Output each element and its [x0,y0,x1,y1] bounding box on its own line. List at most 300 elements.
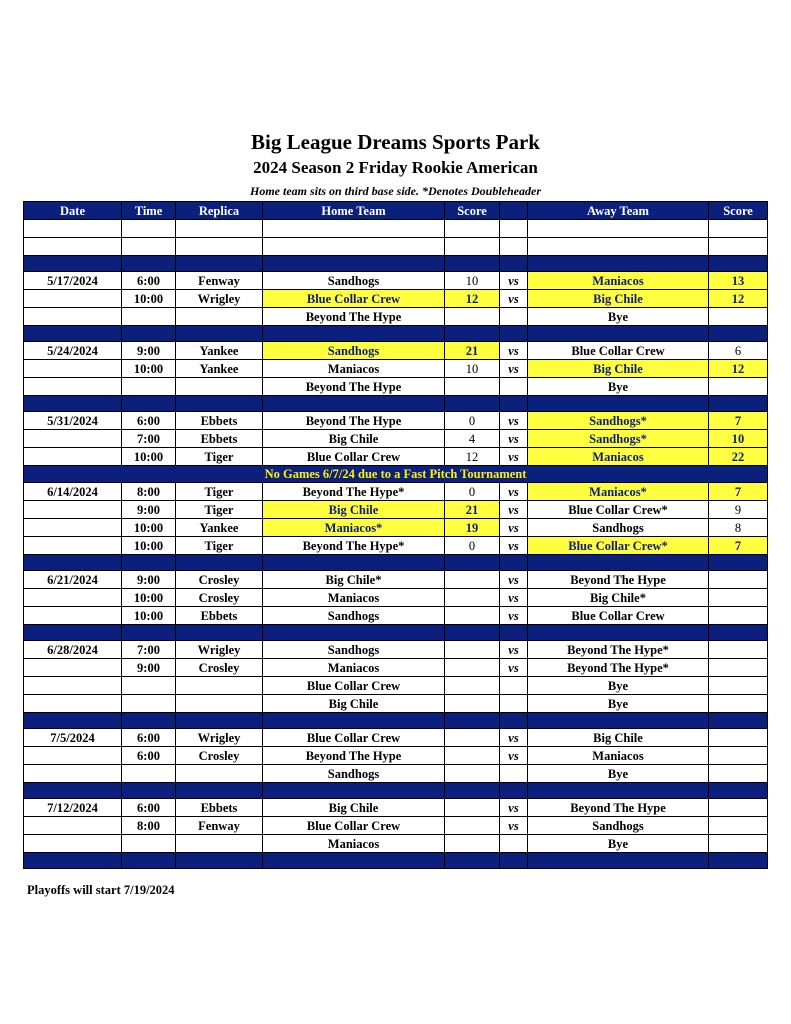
separator-cell [263,326,445,342]
separator-cell [122,853,176,869]
empty-cell [24,238,122,256]
separator-cell [263,853,445,869]
time-cell: 6:00 [122,729,176,747]
vs-cell: vs [500,659,528,677]
empty-cell [500,220,528,238]
game-row [24,519,768,537]
game-row [24,659,768,677]
game-row [24,360,768,378]
home-team-cell: Beyond The Hype* [263,537,445,555]
game-row [24,290,768,308]
home-team-cell: Maniacos* [263,519,445,537]
separator-cell [24,396,122,412]
home-score-cell: 10 [445,360,500,378]
replica-cell: Fenway [176,272,263,290]
vs-cell [500,378,528,396]
separator-cell [528,853,709,869]
home-team-cell: Beyond The Hype [263,747,445,765]
separator-cell [24,713,122,729]
home-team-cell: Blue Collar Crew [263,448,445,466]
away-score-cell: 7 [709,483,768,501]
separator-cell [445,853,500,869]
vs-cell [500,677,528,695]
separator-cell [528,713,709,729]
blank-row [24,238,768,256]
away-team-cell: Bye [528,308,709,326]
week-separator-row [24,625,768,641]
separator-cell [122,555,176,571]
week-separator-row [24,713,768,729]
home-team-cell: Big Chile* [263,571,445,589]
date-cell [24,695,122,713]
week-separator-row [24,396,768,412]
separator-cell [122,713,176,729]
empty-cell [445,238,500,256]
separator-cell [24,853,122,869]
separator-cell [445,783,500,799]
separator-cell [528,625,709,641]
week-separator-row [24,853,768,869]
home-team-cell: Sandhogs [263,272,445,290]
col-header-vs [500,202,528,220]
home-team-cell: Sandhogs [263,342,445,360]
replica-cell: Ebbets [176,799,263,817]
week-separator-row [24,783,768,799]
date-cell [24,360,122,378]
separator-cell [263,783,445,799]
game-row [24,430,768,448]
week-separator-row [24,326,768,342]
vs-cell: vs [500,501,528,519]
vs-cell: vs [500,589,528,607]
home-score-cell: 12 [445,290,500,308]
date-cell [24,677,122,695]
separator-cell [709,853,768,869]
replica-cell: Tiger [176,537,263,555]
vs-cell: vs [500,519,528,537]
away-team-cell: Bye [528,835,709,853]
empty-cell [709,220,768,238]
time-cell: 7:00 [122,430,176,448]
away-score-cell [709,308,768,326]
home-team-cell: Maniacos [263,589,445,607]
away-team-cell: Sandhogs [528,519,709,537]
game-row [24,483,768,501]
time-cell: 6:00 [122,272,176,290]
separator-cell [122,326,176,342]
home-score-cell [445,659,500,677]
away-score-cell [709,571,768,589]
away-score-cell: 13 [709,272,768,290]
away-team-cell: Beyond The Hype [528,799,709,817]
vs-cell: vs [500,607,528,625]
game-row [24,817,768,835]
empty-cell [500,238,528,256]
vs-cell [500,308,528,326]
away-score-cell: 9 [709,501,768,519]
date-cell: 5/24/2024 [24,342,122,360]
date-cell [24,659,122,677]
time-cell: 10:00 [122,607,176,625]
away-score-cell: 7 [709,537,768,555]
time-cell: 10:00 [122,519,176,537]
time-cell [122,308,176,326]
away-score-cell [709,729,768,747]
vs-cell: vs [500,448,528,466]
game-row [24,729,768,747]
game-row [24,571,768,589]
home-score-cell: 12 [445,448,500,466]
date-cell [24,817,122,835]
replica-cell [176,308,263,326]
game-row [24,537,768,555]
game-row [24,747,768,765]
replica-cell: Fenway [176,817,263,835]
date-cell [24,765,122,783]
game-row [24,448,768,466]
home-score-cell: 0 [445,537,500,555]
time-cell [122,677,176,695]
replica-cell: Yankee [176,342,263,360]
home-team-cell: Beyond The Hype [263,412,445,430]
away-team-cell: Maniacos [528,448,709,466]
empty-cell [263,238,445,256]
date-cell: 5/17/2024 [24,272,122,290]
home-score-cell [445,677,500,695]
separator-cell [528,256,709,272]
date-cell [24,430,122,448]
replica-cell: Wrigley [176,729,263,747]
vs-cell [500,695,528,713]
date-cell [24,835,122,853]
col-header-time: Time [122,202,176,220]
vs-cell: vs [500,571,528,589]
date-cell [24,519,122,537]
date-cell: 6/28/2024 [24,641,122,659]
separator-cell [176,713,263,729]
vs-cell: vs [500,729,528,747]
home-score-cell [445,607,500,625]
separator-cell [24,256,122,272]
empty-cell [122,238,176,256]
separator-cell [528,326,709,342]
vs-cell: vs [500,272,528,290]
date-cell [24,448,122,466]
away-team-cell: Bye [528,378,709,396]
time-cell [122,695,176,713]
away-team-cell: Bye [528,765,709,783]
home-score-cell [445,378,500,396]
separator-cell [263,713,445,729]
separator-cell [176,256,263,272]
separator-cell [709,256,768,272]
vs-cell: vs [500,747,528,765]
week-separator-row [24,555,768,571]
separator-cell [528,396,709,412]
away-team-cell: Big Chile [528,729,709,747]
empty-cell [528,220,709,238]
home-score-cell [445,695,500,713]
away-team-cell: Big Chile [528,290,709,308]
time-cell: 6:00 [122,799,176,817]
time-cell: 10:00 [122,589,176,607]
home-score-cell [445,765,500,783]
game-row [24,677,768,695]
replica-cell [176,677,263,695]
time-cell: 10:00 [122,290,176,308]
home-team-cell: Sandhogs [263,641,445,659]
away-team-cell: Blue Collar Crew [528,607,709,625]
separator-cell [24,625,122,641]
replica-cell: Crosley [176,747,263,765]
empty-cell [263,220,445,238]
game-row [24,695,768,713]
notice-row [24,466,768,483]
away-score-cell [709,378,768,396]
home-score-cell: 10 [445,272,500,290]
replica-cell [176,378,263,396]
col-header-away-team: Away Team [528,202,709,220]
date-cell: 7/5/2024 [24,729,122,747]
away-team-cell: Bye [528,677,709,695]
away-team-cell: Big Chile [528,360,709,378]
home-score-cell [445,571,500,589]
home-score-cell [445,817,500,835]
home-score-cell: 19 [445,519,500,537]
home-score-cell: 21 [445,501,500,519]
away-team-cell: Sandhogs* [528,412,709,430]
date-cell [24,747,122,765]
replica-cell [176,835,263,853]
away-team-cell: Sandhogs [528,817,709,835]
separator-cell [500,625,528,641]
separator-cell [176,625,263,641]
vs-cell: vs [500,641,528,659]
separator-cell [24,555,122,571]
away-score-cell [709,677,768,695]
time-cell: 10:00 [122,537,176,555]
date-cell [24,308,122,326]
date-cell [24,290,122,308]
separator-cell [445,555,500,571]
separator-cell [500,555,528,571]
col-header-home-score: Score [445,202,500,220]
separator-cell [709,396,768,412]
time-cell: 9:00 [122,571,176,589]
col-header-home-team: Home Team [263,202,445,220]
replica-cell: Crosley [176,589,263,607]
time-cell: 7:00 [122,641,176,659]
home-team-cell: Blue Collar Crew [263,290,445,308]
home-score-cell [445,747,500,765]
home-team-cell: Big Chile [263,430,445,448]
away-score-cell [709,817,768,835]
replica-cell: Crosley [176,571,263,589]
separator-cell [528,783,709,799]
away-score-cell [709,641,768,659]
page-title: Big League Dreams Sports Park [251,130,540,154]
separator-cell [122,625,176,641]
home-team-cell: Beyond The Hype* [263,483,445,501]
date-cell [24,501,122,519]
home-team-cell: Blue Collar Crew [263,729,445,747]
replica-cell: Tiger [176,448,263,466]
time-cell [122,378,176,396]
separator-cell [709,555,768,571]
replica-cell [176,695,263,713]
away-team-cell: Beyond The Hype* [528,641,709,659]
away-score-cell [709,659,768,677]
away-team-cell: Big Chile* [528,589,709,607]
away-score-cell: 7 [709,412,768,430]
separator-cell [709,326,768,342]
away-team-cell: Blue Collar Crew [528,342,709,360]
empty-cell [176,220,263,238]
vs-cell: vs [500,817,528,835]
away-team-cell: Maniacos [528,747,709,765]
home-team-cell: Big Chile [263,799,445,817]
away-score-cell [709,835,768,853]
col-header-replica: Replica [176,202,263,220]
away-score-cell: 12 [709,290,768,308]
home-team-cell: Beyond The Hype [263,378,445,396]
empty-cell [122,220,176,238]
away-score-cell [709,589,768,607]
separator-cell [500,326,528,342]
replica-cell: Tiger [176,501,263,519]
separator-cell [445,256,500,272]
home-team-cell: Maniacos [263,659,445,677]
game-row [24,308,768,326]
home-score-cell [445,729,500,747]
separator-cell [176,396,263,412]
separator-cell [24,783,122,799]
separator-cell [176,326,263,342]
separator-cell [500,256,528,272]
home-score-cell: 0 [445,483,500,501]
game-row [24,342,768,360]
home-score-cell: 0 [445,412,500,430]
date-cell: 6/14/2024 [24,483,122,501]
empty-cell [445,220,500,238]
replica-cell [176,765,263,783]
page-subtitle: 2024 Season 2 Friday Rookie American [253,158,538,177]
date-cell: 6/21/2024 [24,571,122,589]
vs-cell: vs [500,483,528,501]
separator-cell [263,625,445,641]
home-team-cell: Sandhogs [263,607,445,625]
vs-cell: vs [500,290,528,308]
away-score-cell [709,695,768,713]
home-score-cell [445,308,500,326]
game-row [24,799,768,817]
vs-cell [500,835,528,853]
game-row [24,641,768,659]
home-team-cell: Big Chile [263,501,445,519]
away-score-cell: 6 [709,342,768,360]
home-score-cell [445,589,500,607]
separator-cell [709,625,768,641]
time-cell: 9:00 [122,342,176,360]
vs-cell: vs [500,342,528,360]
time-cell: 8:00 [122,817,176,835]
home-score-cell [445,835,500,853]
schedule-table [23,201,768,869]
separator-cell [500,853,528,869]
vs-cell: vs [500,412,528,430]
away-score-cell: 10 [709,430,768,448]
replica-cell: Ebbets [176,430,263,448]
separator-cell [122,256,176,272]
week-separator-row [24,256,768,272]
vs-cell: vs [500,537,528,555]
separator-cell [263,256,445,272]
away-team-cell: Bye [528,695,709,713]
replica-cell: Yankee [176,360,263,378]
game-row [24,765,768,783]
schedule-body [24,220,768,869]
separator-cell [709,713,768,729]
replica-cell: Ebbets [176,412,263,430]
empty-cell [528,238,709,256]
game-row [24,589,768,607]
blank-row [24,220,768,238]
home-score-cell: 4 [445,430,500,448]
separator-cell [122,783,176,799]
separator-cell [176,853,263,869]
separator-cell [528,555,709,571]
home-team-cell: Beyond The Hype [263,308,445,326]
separator-cell [176,555,263,571]
col-header-date: Date [24,202,122,220]
separator-cell [445,396,500,412]
time-cell: 10:00 [122,360,176,378]
away-team-cell: Maniacos [528,272,709,290]
away-team-cell: Blue Collar Crew* [528,501,709,519]
home-team-cell: Blue Collar Crew [263,817,445,835]
game-row [24,501,768,519]
home-team-cell: Big Chile [263,695,445,713]
empty-cell [709,238,768,256]
game-row [24,835,768,853]
date-cell [24,607,122,625]
date-cell: 7/12/2024 [24,799,122,817]
time-cell: 10:00 [122,448,176,466]
replica-cell: Ebbets [176,607,263,625]
time-cell [122,835,176,853]
empty-cell [24,220,122,238]
vs-cell: vs [500,799,528,817]
time-cell: 9:00 [122,659,176,677]
separator-cell [176,783,263,799]
home-team-cell: Maniacos [263,360,445,378]
vs-cell: vs [500,360,528,378]
away-score-cell [709,799,768,817]
away-team-cell: Blue Collar Crew* [528,537,709,555]
home-score-cell [445,799,500,817]
replica-cell: Yankee [176,519,263,537]
away-team-cell: Beyond The Hype* [528,659,709,677]
separator-cell [445,625,500,641]
game-row [24,272,768,290]
away-team-cell: Sandhogs* [528,430,709,448]
replica-cell: Tiger [176,483,263,501]
home-team-cell: Sandhogs [263,765,445,783]
separator-cell [263,396,445,412]
table-header-row [24,202,768,220]
away-team-cell: Beyond The Hype [528,571,709,589]
separator-cell [445,713,500,729]
